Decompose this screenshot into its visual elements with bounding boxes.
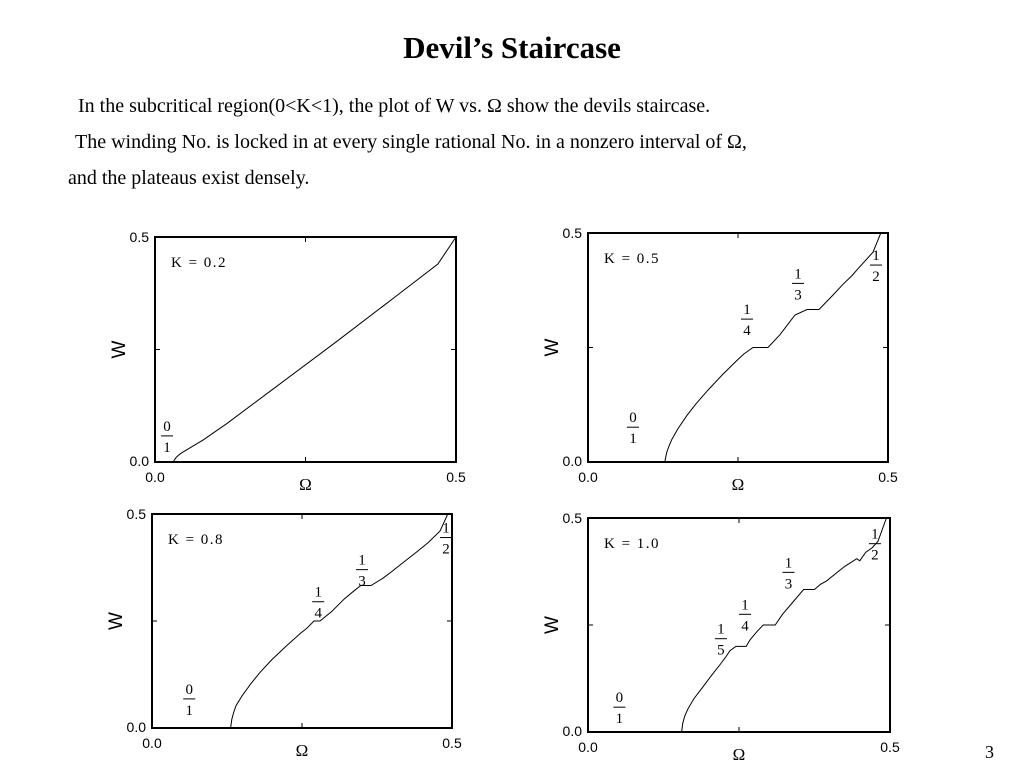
fraction-numerator: 1 [871,526,879,543]
fraction-denominator: 2 [442,541,450,558]
slide-title: Devil’s Staircase [403,30,621,65]
fraction-numerator: 1 [872,248,880,265]
y-tick-label: 0.5 [129,229,149,245]
plot-area [542,225,898,494]
fraction-numerator: 1 [784,555,793,572]
y-tick-label: 0.5 [562,510,582,526]
fraction-denominator: 4 [743,323,751,340]
y-tick-label: 0.0 [562,453,582,469]
fraction-label [312,585,324,622]
fraction-numerator: 1 [314,584,322,601]
fraction-numerator: 1 [741,597,749,614]
fraction-numerator: 1 [794,266,802,283]
x-tick-label: 0.0 [142,735,162,751]
plot-area [106,506,462,760]
fraction-label [741,302,753,339]
y-axis-label: W [542,338,563,357]
x-axis-label: Ω [731,475,745,494]
y-axis-label: W [106,612,127,630]
k-value-label: K = 0.8 [168,532,225,548]
fraction-label [739,597,751,634]
series-line [231,514,452,728]
y-tick-label: 0.5 [126,506,146,522]
fraction-label [783,555,795,592]
paragraph-line-1: In the subcritical region(0<K<1), the plot of W vs. Ω show the devils staircase. [78,95,711,117]
series-line [682,518,890,732]
fraction-label [161,419,173,456]
fraction-denominator: 4 [741,618,749,635]
fraction-numerator: 1 [717,621,725,638]
x-tick-label: 0.0 [145,469,165,485]
fraction-label [870,248,882,285]
fraction-numerator: 0 [185,681,193,698]
k-value-label: K = 0.2 [171,255,228,271]
fraction-numerator: 0 [629,410,637,427]
k-value-label: K = 1.0 [604,536,661,552]
fraction-numerator: 1 [442,520,450,537]
fraction-denominator: 1 [629,431,637,448]
fraction-denominator: 2 [871,547,879,564]
fraction-numerator: 1 [358,552,366,569]
fraction-label [613,690,625,727]
x-axis-label: Ω [732,745,746,764]
chart-k-0-8 [102,502,484,760]
x-tick-label: 0.5 [878,469,898,485]
fraction-denominator: 3 [358,573,366,590]
fraction-denominator: 3 [794,287,802,304]
fraction-denominator: 1 [615,711,624,728]
fraction-numerator: 0 [615,690,624,707]
y-tick-label: 0.5 [562,225,582,241]
fraction-numerator: 1 [743,302,751,319]
fraction-denominator: 1 [185,702,193,719]
x-tick-label: 0.5 [446,469,466,485]
y-axis-label: W [109,340,130,359]
paragraph-line-3: and the plateaus exist densely. [68,167,310,189]
fraction-denominator: 1 [163,439,171,456]
slide-number: 3 [985,742,994,762]
plot-area [542,510,900,764]
paragraph-line-2: The winding No. is locked in at every single rational No. in a nonzero interval of Ω, [75,131,747,153]
fraction-label [627,410,639,447]
x-tick-label: 0.5 [880,739,900,755]
y-tick-label: 0.0 [129,453,149,469]
chart-k-1-0 [538,506,922,764]
y-tick-label: 0.0 [126,719,146,735]
fraction-label [715,622,727,659]
fraction-numerator: 0 [163,418,171,435]
y-tick-label: 0.0 [562,723,582,739]
x-axis-label: Ω [295,741,309,760]
series-line [665,233,888,462]
fraction-label [440,521,452,558]
fraction-denominator: 4 [314,605,322,622]
chart-k-0-2 [105,225,488,494]
chart-k-0-5 [538,221,920,494]
x-tick-label: 0.0 [578,739,598,755]
k-value-label: K = 0.5 [604,251,661,267]
fraction-denominator: 5 [717,642,725,659]
plot-area [109,229,466,494]
fraction-denominator: 3 [784,576,793,593]
fraction-label [183,682,195,719]
y-axis-label: W [542,616,563,634]
fraction-label [792,266,804,303]
x-axis-label: Ω [299,475,312,494]
fraction-label [356,553,368,590]
x-tick-label: 0.0 [578,469,598,485]
x-tick-label: 0.5 [442,735,462,751]
fraction-denominator: 2 [872,269,880,286]
